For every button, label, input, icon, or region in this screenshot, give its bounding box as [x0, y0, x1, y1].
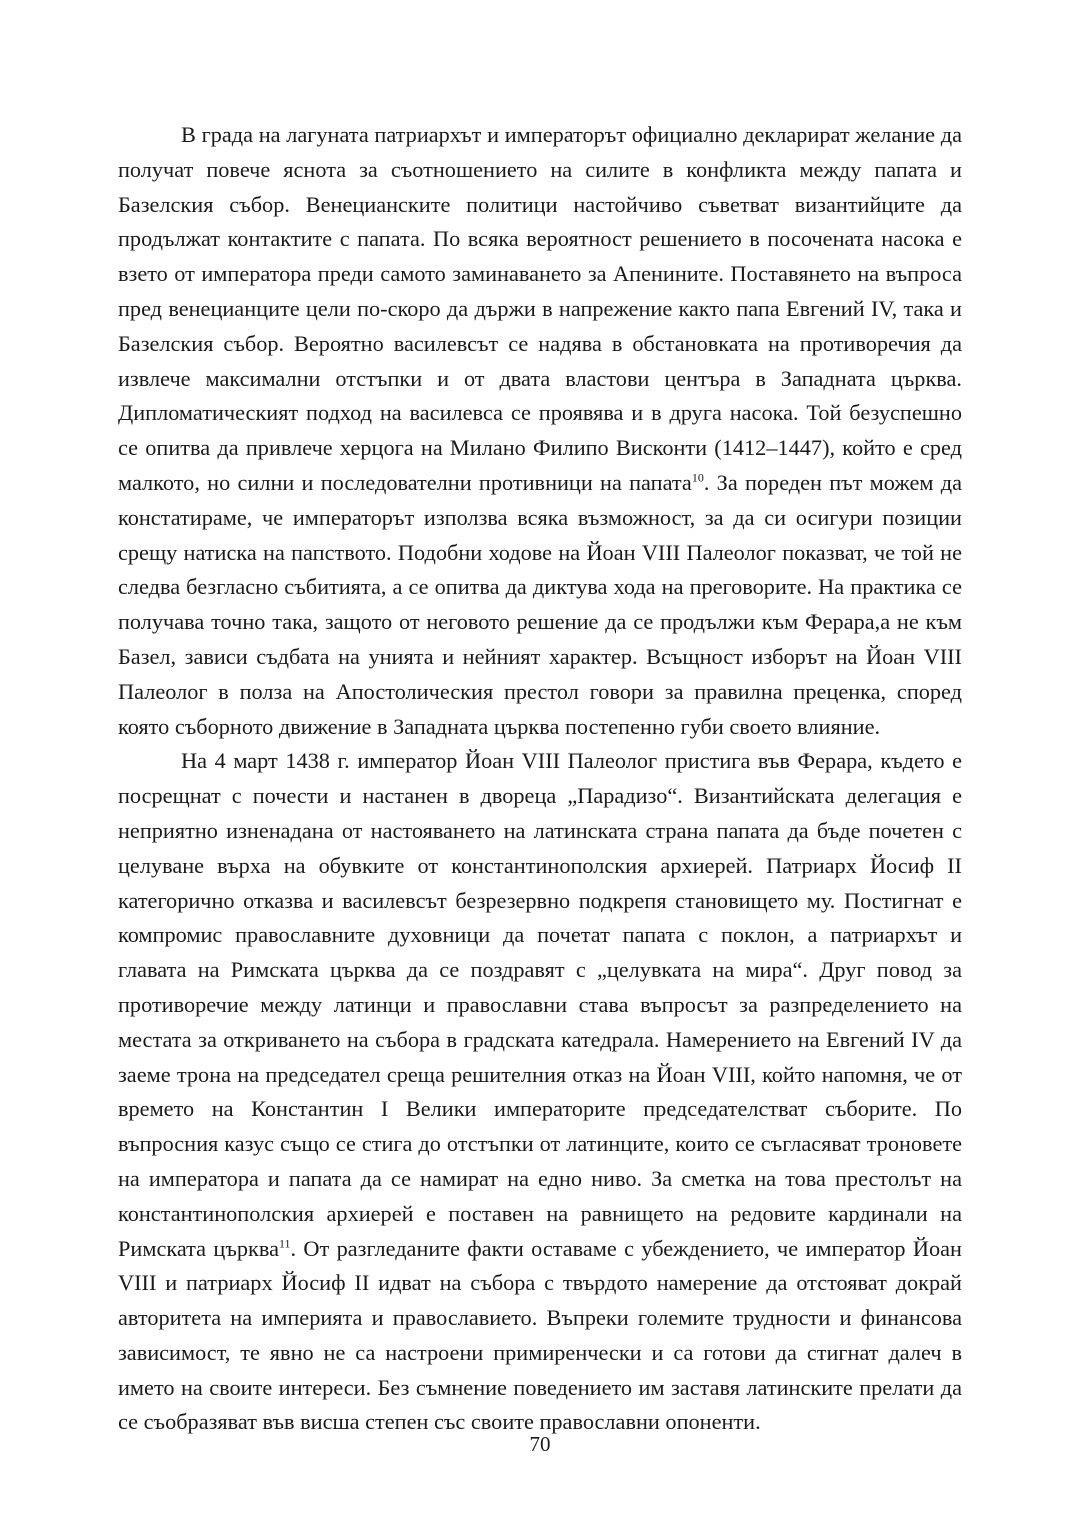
paragraph-2-text-a: На 4 март 1438 г. император Йоан VIII Палеолог пристига във Ферара, където е посрещнат с почести и настанен в двореца „Парадизо“. Византийската делегация е неприятно изненадана от настояването на латинската страна папата да бъде почетен с целуване върха на обувките от константинополския архиерей. Патриарх Йосиф II категорично отказва и василевсът безрезервно подкрепя становището му. Постигнат е компромис православните духовници да почетат папата с поклон, а патриархът и главата на Римската църква да се поздравят с „целувката на мира“. Друг повод за противоречие между латинци и православни става въпросът за разпределението на местата за откриването на събора в градската катедрала. Намерението на Евгений IV да заеме трона на председател среща решителния отказ на Йоан VIII, който напомня, че от времето на Константин I Велики императорите председателстват съборите. По въпросния казус също се стига до отстъпки от латинците, които се съгласяват троновете на императора и папата да се намират на едно ниво. За сметка на това престолът на константинополския архиерей е поставен на равнището на редовите кардинали на Римската църква [118, 748, 962, 1261]
paragraph-1 [118, 118, 962, 744]
footnote-ref-10[interactable]: 10 [691, 470, 704, 485]
paragraph-1-text-b: . За пореден път можем да констатираме, че императорът използва всяка възможност, за да си осигури позиции срещу натиска на папството. Подобни ходове на Йоан VIII Палеолог показват, че той не следва безгласно събитията, а се опитва да диктува хода на преговорите. На практика се получава точно така, защото от неговото решение да се продължи към Ферара,а не към Базел, зависи съдбата на унията и нейният характер. Всъщност изборът на Йоан VIII Палеолог в полза на Апостолическия престол говори за правилна преценка, според която съборното движение в Западната църква постепенно губи своето влияние. [118, 469, 962, 739]
footnote-ref-11[interactable]: 11 [278, 1236, 291, 1251]
body-text [118, 118, 962, 1440]
page-number: 70 [529, 1432, 551, 1456]
paragraph-2 [118, 744, 962, 1440]
paragraph-2-text-b: . От разгледаните факти оставаме с убеждението, че император Йоан VIII и патриарх Йосиф II идват на събора с твърдото намерение да отстояват докрай авторитета на империята и православието. Въпреки големите трудности и финансова зависимост, те явно не са настроени примиренчески и са готови да стигнат далеч в името на своите интереси. Без съмнение поведението им заставя латинските прелати да се съобразяват във висша степен със своите православни опоненти. [118, 1235, 962, 1435]
paragraph-1-text-a: В града на лагуната патриархът и императорът официално декларират желание да получат повече яснота за съотношението на силите в конфликта между папата и Базелския събор. Венецианските политици настойчиво съветват византийците да продължат контактите с папата. По всяка вероятност решението в посочената насока е взето от императора преди самото заминаването за Апенините. Поставянето на въпроса пред венецианците цели по-скоро да държи в напрежение както папа Евгений IV, така и Базелския събор. Вероятно василевсът се надява в обстановката на противоречия да извлече максимални отстъпки и от двата властови центъра в Западната църква. Дипломатическият подход на василевса се проявява и в друга насока. Той безуспешно се опитва да привлече херцога на Милано Филипо Висконти (1412–1447), който е сред малкото, но силни и последователни противници на папата [118, 122, 962, 495]
